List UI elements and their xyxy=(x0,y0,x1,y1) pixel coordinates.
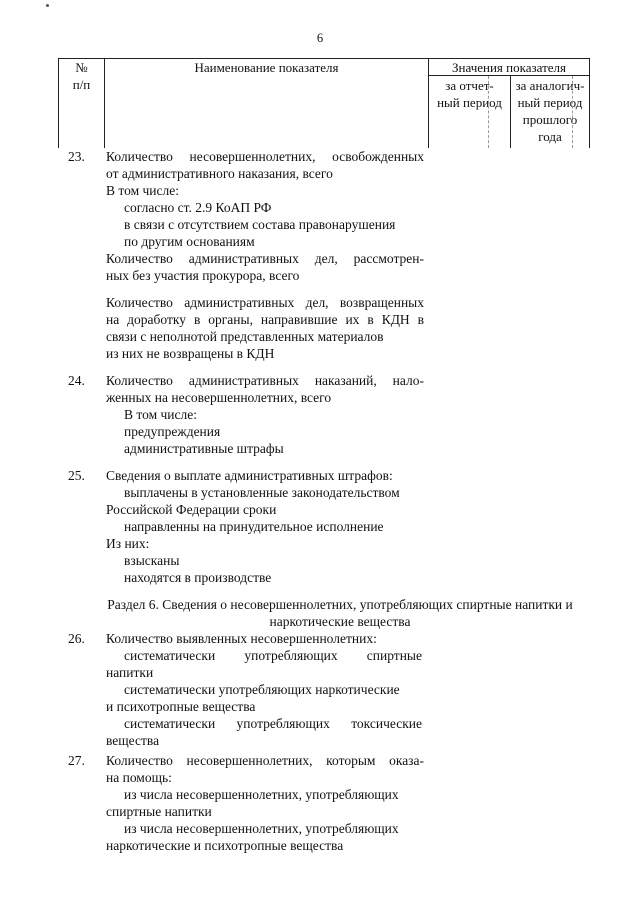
header-col-values: Значения показателя xyxy=(451,60,566,75)
item-24-line-1: Количество административных наказаний, нало- xyxy=(106,373,424,388)
header-table xyxy=(58,58,590,148)
item-23-line-12: из них не возвращены в КДН xyxy=(106,346,275,361)
item-25-number: 25. xyxy=(68,468,85,483)
item-26-line-6: систематически употребляющих токсические xyxy=(124,716,422,731)
item-26-line-1: Количество выявленных несовершеннолетних: xyxy=(106,631,377,646)
item-23-line-4: согласно ст. 2.9 КоАП РФ xyxy=(124,200,272,215)
header-col-num-2: п/п xyxy=(72,77,91,92)
item-23-line-3: В том числе: xyxy=(106,183,179,198)
item-23-line-5: в связи с отсутствием состава правонарушения xyxy=(124,217,396,232)
item-25-line-2: выплачены в установленные законодательством xyxy=(124,485,400,500)
item-23-line-8: ных без участия прокурора, всего xyxy=(106,268,300,283)
page-number: 6 xyxy=(316,31,324,45)
item-24-line-2: женных на несовершеннолетних, всего xyxy=(106,390,332,405)
table-border-right xyxy=(589,58,590,148)
item-27-line-2: на помощь: xyxy=(106,770,172,785)
item-26-line-3: напитки xyxy=(106,665,154,680)
item-23-number: 23. xyxy=(68,149,85,164)
item-27-line-6: наркотические и психотропные вещества xyxy=(106,838,344,853)
item-23-line-10: на доработку в органы, направившие их в КДН в xyxy=(106,312,424,327)
item-27-line-1: Количество несовершеннолетних, которым оказа- xyxy=(106,753,424,768)
item-24-line-5: административные штрафы xyxy=(124,441,284,456)
item-27-line-3: из числа несовершеннолетних, употребляющих xyxy=(124,787,399,802)
header-col-report-2: ный период xyxy=(437,95,502,110)
item-24-line-4: предупреждения xyxy=(124,424,221,439)
item-24-number: 24. xyxy=(68,373,85,388)
header-col-prev-2: ный период xyxy=(517,95,583,110)
item-23-line-11: связи с неполнотой представленных материалов xyxy=(106,329,384,344)
item-25-line-5: Из них: xyxy=(106,536,150,551)
item-26-line-7: вещества xyxy=(106,733,160,748)
header-col-prev-1: за аналогич- xyxy=(515,78,585,93)
item-25-line-6: взысканы xyxy=(124,553,180,568)
item-23-line-1: Количество несовершеннолетних, освобожденных xyxy=(106,149,424,164)
item-25-line-1: Сведения о выплате административных штрафов: xyxy=(106,468,393,483)
header-col-prev-4: года xyxy=(538,129,562,144)
item-23-line-9: Количество административных дел, возвращенных xyxy=(106,295,424,310)
header-col-name: Наименование показателя xyxy=(194,60,339,75)
item-25-line-3: Российской Федерации сроки xyxy=(106,502,277,517)
item-27-number: 27. xyxy=(68,753,85,768)
item-23-line-6: по другим основаниям xyxy=(124,234,255,249)
dash-guide-2 xyxy=(572,76,573,148)
item-26-line-4: систематически употребляющих наркотические xyxy=(124,682,400,697)
header-col-prev-3: прошлого xyxy=(522,112,578,127)
item-26-line-5: и психотропные вещества xyxy=(106,699,256,714)
item-23-line-2: от административного наказания, всего xyxy=(106,166,333,181)
header-col-num: № xyxy=(75,60,88,75)
item-26-line-2: систематически употребляющих спиртные xyxy=(124,648,422,663)
item-24-line-3: В том числе: xyxy=(124,407,197,422)
item-25-line-4: направленны на принудительное исполнение xyxy=(124,519,384,534)
section-6-title-line-2: наркотические вещества xyxy=(269,614,411,629)
dash-guide-1 xyxy=(488,76,489,148)
item-26-number: 26. xyxy=(68,631,85,646)
section-6-title-line-1: Раздел 6. Сведения о несовершеннолетних, употребляющих спиртные напитки и xyxy=(107,597,573,612)
item-25-line-7: находятся в производстве xyxy=(124,570,272,585)
header-col-report-1: за отчет- xyxy=(445,78,494,93)
item-27-line-4: спиртные напитки xyxy=(106,804,212,819)
scan-mark xyxy=(46,4,49,7)
item-23-line-7: Количество административных дел, рассмотрен- xyxy=(106,251,424,266)
item-27-line-5: из числа несовершеннолетних, употребляющих xyxy=(124,821,399,836)
